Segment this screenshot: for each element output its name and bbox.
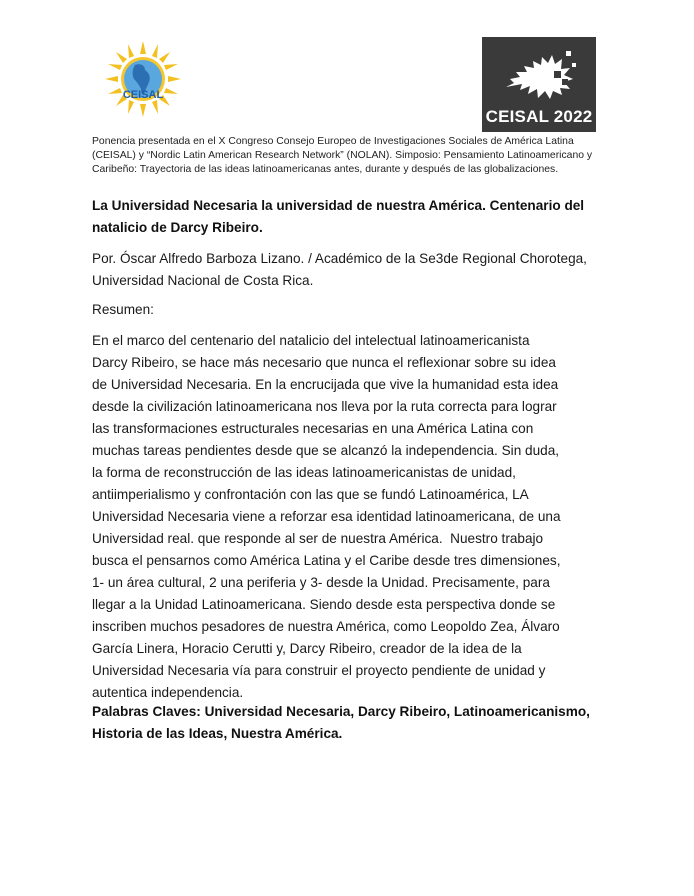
abstract-line: García Linera, Horacio Cerutti y, Darcy Ribeiro, creador de la idea de la [92,641,522,656]
author-line: Por. Óscar Alfredo Barboza Lizano. / Académico de la Se3de Regional Chorotega, Universidad Nacional de Costa Rica. [92,251,587,288]
abstract-heading: Resumen: [92,302,154,317]
abstract-line: Universidad Necesaria viene a reforzar esa identidad latinoamericana, de una [92,509,561,524]
keywords-line: Historia de las Ideas, Nuestra América. [92,726,343,741]
sun-globe-icon [104,40,182,118]
abstract-line: muchas tareas pendientes desde que se alcanzó la independencia. Sin duda, [92,443,560,458]
flame-icon [500,43,580,101]
abstract-line: antiimperialismo y confrontación con las que se fundó Latinoamérica, LA [92,487,529,502]
abstract-line: de Universidad Necesaria. En la encrucijada que vive la humanidad esta idea [92,377,559,392]
keywords-line: Palabras Claves: Universidad Necesaria, Darcy Ribeiro, Latinoamericanismo, [92,704,590,719]
abstract-line: autentica independencia. [92,685,244,700]
abstract-line: la forma de reconstrucción de las ideas latinoamericanistas de unidad, [92,465,516,480]
ceisal-2022-logo [482,37,596,132]
keywords [92,701,607,745]
conference-note: Ponencia presentada en el X Congreso Consejo Europeo de Investigaciones Sociales de América Latina (CEISAL) y “Nordic Latin American Research Network” (NOLAN). Simposio: Pensamiento Latinoamericano y Caribeño: Trayectoria de las ideas latinoamericanas antes, durante y después de las globalizaciones. [92,136,593,175]
abstract-line: Universidad real. que responde al ser de nuestra América. Nuestro trabajo [92,531,544,546]
abstract-line: 1- un área cultural, 2 una periferia y 3- desde la Unidad. Precisamente, para [92,575,550,590]
ceisal-2022-label: CEISAL 2022 [485,107,593,126]
abstract-line: inscriben muchos pesadores de nuestra América, como Leopoldo Zea, Álvaro [92,619,560,634]
abstract-line: las transformaciones estructurales necesarias en una América Latina con [92,421,534,436]
ceisal-logo-text: CEISAL [122,89,164,101]
abstract-line: Universidad Necesaria vía para construir el proyecto pendiente de unidad y [92,663,546,678]
abstract-line: Darcy Ribeiro, se hace más necesario que nunca el reflexionar sobre su idea [92,355,556,370]
abstract-line: desde la civilización latinoamericana nos lleva por la ruta correcta para lograr [92,399,557,414]
paper-title: La Universidad Necesaria la universidad de nuestra América. Centenario del natalicio de Darcy Ribeiro. [92,198,585,235]
ceisal-logo [104,40,182,118]
abstract-body [92,330,607,704]
abstract-line: llegar a la Unidad Latinoamericana. Siendo desde esta perspectiva donde se [92,597,556,612]
abstract-line: En el marco del centenario del natalicio del intelectual latinoamericanista [92,333,530,348]
abstract-line: busca el pensarnos como América Latina y el Caribe desde tres dimensiones, [92,553,561,568]
